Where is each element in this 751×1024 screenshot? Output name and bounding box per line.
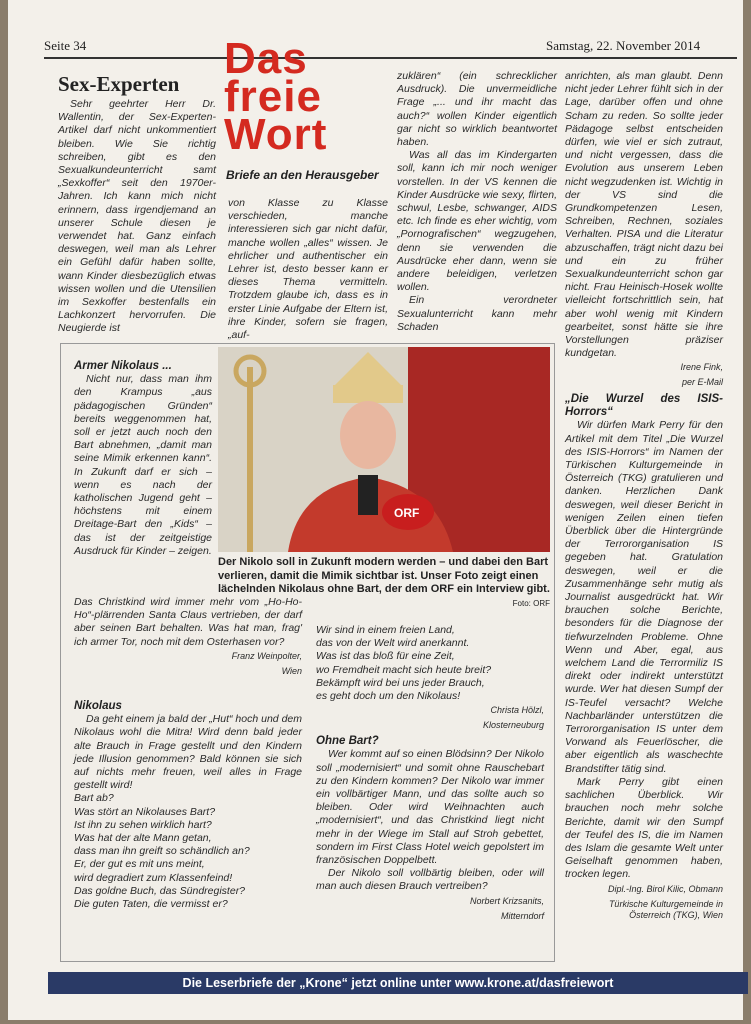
armer-nikolaus-text-2: Das Christkind wird immer mehr vom „Ho-Ho-Ho“-plärrenden Santa Claus vertrieben, der darf aber seinen Bart behalten. Was hat man, frag' ich armer Tor, noch mit dem Osterhasen vor? xyxy=(74,596,302,648)
masthead-line-2: freie xyxy=(224,72,322,121)
wurzel-text: Wir dürfen Mark Perry für den Artikel mit dem Titel „Die Wurzel des ISIS-Horrors“ im Namen der Türkischen Kulturgemeinde in Österreich (TKG) gratulieren und danken. Herzlichen Dank deswegen, weil dieser Bericht in wenigen Zeilen einen tiefen Überblick über die Hintergründe der Terrororganisation IS gegeben hat. Gratulation deswegen, weil er die Zusammenhänge sehr mutig als Journalist ausgedrückt hat. Wir brauchen solche Berichte, besonders für die Diagnose der tiefwurzelnden Probleme. Ohne Wenn und Aber, egal, aus welchem Land die Terrormiliz IS direkt oder indirekt unterstützt wurde. Wer hat diesen Sumpf der IS-Teufel versacht? Welche Nachbarländer unterstützen die Terrororganisation IS unter dem Vorwand als Feuerlöscher, die aber eigentlich als waschechte Brandstifter tätig sind. xyxy=(565,419,723,775)
page-number: Seite 34 xyxy=(44,38,87,53)
article1-col4-text: anrichten, als man glaubt. Denn nicht jeder Lehrer fühlt sich in der Lage, darüber offen und ohne Scham zu reden. So sollte jeder Pädagoge selbst entscheiden dürfen, wie viel er sich zutraut, und nicht vergessen, dass die Evolution aus unserem Leben nicht wegzudenken ist. Wichtig in der VS sind die Grundkompetenzen Lesen, Schreiben, Rechnen, soziales Verhalten. PISA und die Literatur abzuschaffen, trägt nicht dazu bei und ein zu früher Sexualkundeunterricht schon gar nicht. Frau Heinisch-Hosek wollte vielleicht fortschrittlich sein, hat aber wohl wenig mit Kindern gearbeitet, sonst hätte sie ihre Vorstellungen präziser kundgetan. xyxy=(565,70,723,360)
verse-line: Die guten Taten, die vermisst er? xyxy=(74,898,228,911)
nikolaus-signature-name: Christa Hölzl, xyxy=(490,705,544,716)
verse-line: wird degradiert zum Klassenfeind! xyxy=(74,871,233,884)
article1-signature-place: per E-Mail xyxy=(681,377,723,388)
verse-line: das von der Welt wird anerkannt. xyxy=(316,637,470,650)
ohne-signature-place: Mitterndorf xyxy=(500,910,544,921)
article1-col3-text-a: zuklären“ (ein schrecklicher Ausdruck). Die unvermeidliche Frage „... und ihr macht das auch?“ wollen Kinder eigentlich gar nicht so wirklich beantwortet haben. xyxy=(397,70,557,149)
ohne-bart-text-2: Der Nikolo soll vollbärtig bleiben, oder will man auch diesen Brauch vertreiben? xyxy=(316,867,544,893)
ohne-bart-text: Wer kommt auf so einen Blödsinn? Der Nikolo soll „modernisiert“ und somit ohne Rauschebart zu den Kindern kommen? Der Nikolo war immer ein vollbärtiger Mann, und das sollte auch so bleiben. Oder wird Weihnachten auch „modernisiert“, und das Christkind liegt nicht mehr in der Wiege im Stall auf Stroh gebettet, sondern im First Class Hotel weich gepolstert im französischen Doppelbett. xyxy=(316,748,544,867)
verse-line: Bekämpft wird bei uns jeder Brauch, xyxy=(316,676,485,689)
nikolaus-photo-illustration xyxy=(218,347,550,552)
wurzel-heading: „Die Wurzel des ISIS-Horrors“ xyxy=(565,393,723,419)
photo-caption xyxy=(218,556,550,610)
armer-nikolaus-letter xyxy=(74,360,212,558)
armer-signature-place: Wien xyxy=(281,665,302,676)
masthead-subtitle: Briefe an den Herausgeber xyxy=(226,168,379,182)
article1-col2-text: von Klasse zu Klasse verschieden, manche interessieren sich gar nicht dafür, manche wollen „alles“ wissen. Je ehrlicher und authentischer ein Lehrer ist, desto besser kann er dieses Thema vermitteln. Trotzdem glaube ich, dass es in erster Linie Aufgabe der Eltern ist, ihre Kinder, sofern sie fragen, „auf- xyxy=(228,197,388,342)
armer-nikolaus-text: Nicht nur, dass man ihm den Krampus „aus pädagogischen Gründen“ bereits weggenommen hat, soll er jetzt auch noch den Bart abnehmen, „damit man seine Mimik erkennen kann“. In Zukunft darf er sich – wenn es nach der katholischen Jugend geht – höchstens mit einem Dreitage-Bart den „Kids“ – das ist der zeitgeistige Ausdruck für Kinder – zeigen. xyxy=(74,373,212,557)
verse-line: Wir sind in einem freien Land, xyxy=(316,624,455,636)
masthead-line-1: Das xyxy=(224,34,308,83)
verse-line: Ist ihn zu sehen wirklich hart? xyxy=(74,818,212,831)
verse-line: Bart ab? xyxy=(74,792,114,805)
article1-col1-text: Sehr geehrter Herr Dr. Wallentin, der Sex-Experten-Artikel darf nicht unkommentiert bleiben. Wie Sie richtig schreiben, gibt es den Sexualkundeunterricht samt „Sexkoffer“ seit den 1970er-Jahren. Ich kann mich nicht erinnern, dass irgendjemand an unserer Schule diesen je verwendet hat. Ganz einfach deswegen, weil man als Lehrer ein Gefühl dafür haben sollte, wann Kinder diesbezüglich etwas wissen wollen und die Utensilien im Sexkoffer bestenfalls ein Lachkonzert hervorrufen. Die Neugierde ist xyxy=(58,98,216,335)
article1-signature-name: Irene Fink, xyxy=(680,362,723,373)
article1-column-4 xyxy=(565,70,723,392)
photo-credit: Foto: ORF xyxy=(512,598,550,608)
masthead-line-3: Wort xyxy=(224,110,328,159)
wurzel-letter xyxy=(565,393,723,921)
wurzel-text-2: Mark Perry gibt einen sachlichen Überblick. Wir brauchen noch mehr solche Berichte, damit wir den Sumpf der Teufel des IS, die im Namen des Islam die gesamte Welt unter Geiselhaft genommen haben, trocken legen. xyxy=(565,775,723,881)
photo-caption-text: Der Nikolo soll in Zukunft modern werden – und dabei den Bart verlieren, damit die Mimik sichtbar ist. Unser Foto zeigt einen lächelnden Nikolaus ohne Bart, der dem ORF ein Interview gibt. xyxy=(218,556,550,595)
article-heading-sex-experten: Sex-Experten xyxy=(58,72,180,96)
nikolaus-letter xyxy=(74,700,302,911)
wurzel-signature-1: Dipl.-Ing. Birol Kilic, Obmann xyxy=(607,883,723,894)
verse-line: wo Fremdheit macht sich heute breit? xyxy=(316,663,492,676)
verse-line: Was ist das bloß für eine Zeit, xyxy=(316,650,455,663)
article1-column-1 xyxy=(58,98,216,336)
header-rule xyxy=(44,57,737,59)
nikolaus-photo xyxy=(218,347,550,552)
mic-label: ORF xyxy=(394,506,420,520)
ohne-bart-heading: Ohne Bart? xyxy=(316,735,379,748)
article1-column-2 xyxy=(228,197,388,342)
verse-line: Er, der gut es mit uns meint, xyxy=(74,858,205,871)
verse-line: Was hat der alte Mann getan, xyxy=(74,832,212,845)
nikolaus-text: Da geht einem ja bald der „Hut“ hoch und dem Nikolaus wohl die Mitra! Wird denn bald jeder alte Brauch in Frage gestellt und den Kindern jede Illusion genommen? Bald können sie sich auf nichts mehr freuen, weil alles in Frage gestellt wird! xyxy=(74,713,302,792)
article1-column-3 xyxy=(397,70,557,334)
nikolaus-signature-place: Klosterneuburg xyxy=(482,720,544,731)
armer-nikolaus-heading: Armer Nikolaus ... xyxy=(74,360,172,372)
article1-col3-text-b: Was all das im Kindergarten soll, kann ich mir noch weniger vorstellen. In der VS kennen die Kinder Ausdrücke wie sexy, flirten, schwul, Lesbe, schwanger, AIDS etc. Ich finde es eher wichtig, vom „Pornografischen“ wegzugehen, denn sie verwenden die Ausdrücke eher dann, wenn sie andere beleidigen, verletzen wollen. xyxy=(397,149,557,294)
armer-signature-name: Franz Weinpolter, xyxy=(231,650,302,661)
issue-date: Samstag, 22. November 2014 xyxy=(546,38,701,53)
wurzel-signature-2: Türkische Kulturgemeinde in xyxy=(608,898,723,909)
verse-line: Das goldne Buch, das Sündregister? xyxy=(74,884,246,897)
verse-line: es geht doch um den Nikolaus! xyxy=(316,690,461,703)
wurzel-signature-3: Österreich (TKG), Wien xyxy=(629,909,723,920)
verse-line: Was stört an Nikolauses Bart? xyxy=(74,805,216,818)
ohne-signature-name: Norbert Krizsanits, xyxy=(469,895,544,906)
verse-line: dass man ihn greift so schändlich an? xyxy=(74,845,250,858)
nikolaus-heading: Nikolaus xyxy=(74,700,122,712)
article1-col3-text-c: Ein verordneter Sexualunterricht kann mehr Schaden xyxy=(397,294,557,333)
masthead-title xyxy=(224,34,328,159)
nikolaus-verse xyxy=(74,792,302,911)
nikolaus-verse-continued xyxy=(316,624,544,926)
online-footer-banner: Die Leserbriefe der „Krone“ jetzt online unter www.krone.at/dasfreiewort xyxy=(48,972,748,994)
